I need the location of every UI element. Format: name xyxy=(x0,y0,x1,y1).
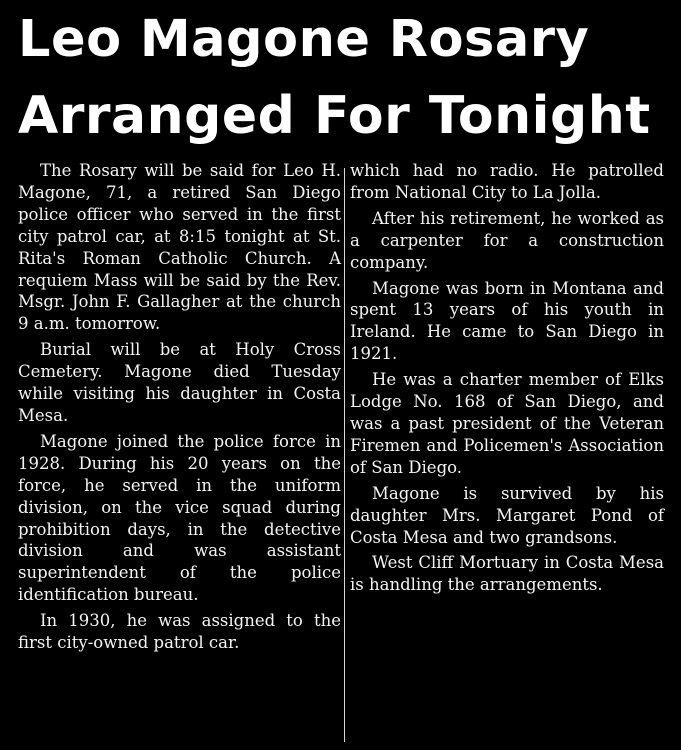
paragraph: Magone is survived by his daughter Mrs. Margaret Pond of Costa Mesa and two grandsons. xyxy=(350,483,664,547)
paragraph: In 1930, he was assigned to the first city-owned patrol car. xyxy=(18,611,341,653)
paragraph: After his retirement, he worked as a carpenter for a construction company. xyxy=(350,208,664,272)
paragraph: Burial will be at Holy Cross Cemetery. Magone died Tuesday while visiting his daughter in Costa Mesa. xyxy=(18,340,341,425)
article-column-left xyxy=(18,160,341,654)
paragraph: Magone was born in Montana and spent 13 years of his youth in Ireland. He came to San Diego in 1921. xyxy=(350,278,664,364)
paragraph-continuation: which had no radio. He patrolled from National City to La Jolla. xyxy=(350,161,664,202)
paragraph: The Rosary will be said for Leo H. Magone, 71, a retired San Diego police officer who served in the first city patrol car, at 8:15 tonight at St. Rita's Roman Catholic Church. A requiem Mass will be said by the Rev. Msgr. John F. Gallagher at the church 9 a.m. tomorrow. xyxy=(18,161,341,334)
headline-line-1: Leo Magone Rosary xyxy=(18,10,590,69)
paragraph: Magone joined the police force in 1928. During his 20 years on the force, he served in the uniform division, on the vice squad during prohibition days, in the detective division and was assistant superintendent of the police identification bureau. xyxy=(18,431,341,605)
paragraph: He was a charter member of Elks Lodge No. 168 of San Diego, and was a past president of the Veteran Firemen and Policemen's Association of San Diego. xyxy=(350,370,664,477)
article-column-right xyxy=(350,160,664,596)
headline-line-2: Arranged For Tonight xyxy=(18,86,651,146)
column-divider xyxy=(344,168,345,742)
paragraph: West Cliff Mortuary in Costa Mesa is handling the arrangements. xyxy=(350,553,664,595)
